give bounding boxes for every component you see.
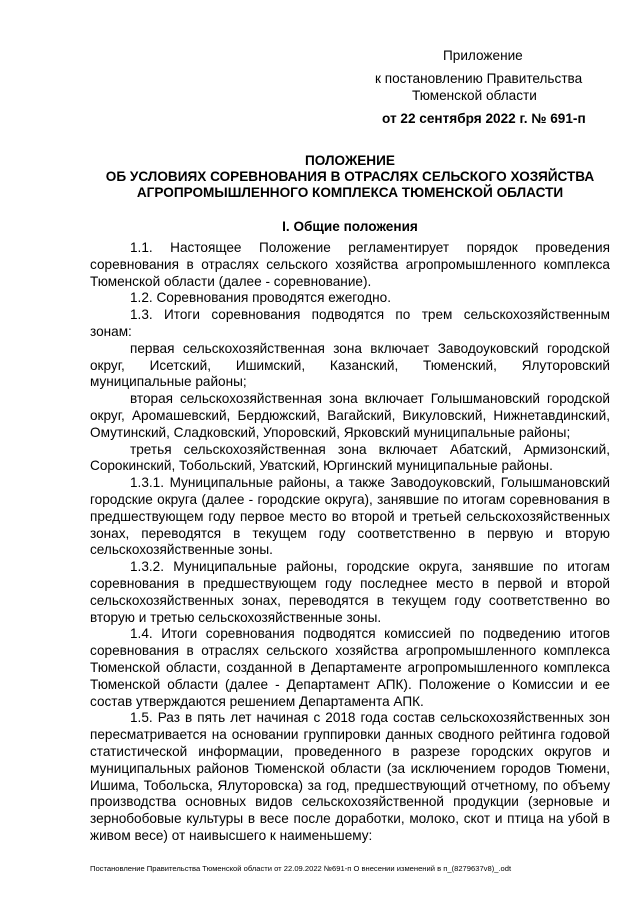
title-line-3: АГРОПРОМЫШЛЕННОГО КОМПЛЕКСА ТЮМЕНСКОЙ ОБЛАСТИ [136, 185, 564, 200]
paragraph-1-3-2: 1.3.2. Муниципальные районы, городские округа, занявшие по итогам соревнования в предшествующем году последнее место в первой и второй сельскохозяйственных зонах, переводятся в текущем году соответственно во вторую и третью сельскохозяйственные зоны. [90, 559, 610, 625]
paragraph-1-5: 1.5. Раз в пять лет начиная с 2018 года состав сельскохозяйственных зон пересматривается на основании группировки данных сводного рейтинга годовой статистической информации, проведенного в разрезе городских округов и муниципальных районов Тюменской области (за исключением городов Тюмени, Ишима, Тобольска, Ялуторовска) за год, предшествующий отчетному, по объему производства основных видов сельскохозяйственной продукции (зерновые и зернобобовые культуры в весе после доработки, молоко, скот и птица на убой в живом весе) от наивысшего к наименьшему: [90, 710, 610, 843]
appendix-label: Приложение [443, 48, 523, 63]
paragraph-1-2: 1.2. Соревнования проводятся ежегодно. [130, 290, 391, 306]
appendix-resolution: к постановлению Правительства [375, 71, 583, 86]
document-title [90, 153, 610, 201]
paragraph-1-4: 1.4. Итоги соревнования подводятся комиссией по подведению итогов соревнования в отраслях сельского хозяйства агропромышленного комплекса Тюменской области, созданной в Департаменте агропромышленного комплекса Тюменской области (далее - Департамент АПК). Положение о Комиссии и ее состав утверждаются решением Департамента АПК. [90, 626, 610, 709]
paragraph-1-1: 1.1. Настоящее Положение регламентирует порядок проведения соревнования в отраслях сельского хозяйства агропромышленного комплекса Тюменской области (далее - соревнование). [90, 240, 610, 289]
document-body [90, 240, 610, 845]
title-line-1: ПОЛОЖЕНИЕ [305, 153, 395, 168]
appendix-date-number: от 22 сентября 2022 г. № 691-п [382, 111, 586, 126]
title-line-2: ОБ УСЛОВИЯХ СОРЕВНОВАНИЯ В ОТРАСЛЯХ СЕЛЬСКОГО ХОЗЯЙСТВА [105, 169, 595, 184]
paragraph-1-3-1: 1.3.1. Муниципальные районы, а также Заводоуковский, Голышмановский городские округа (далее - городские округа), занявшие по итогам соревнования в предшествующем году первое место во второй и третьей сельскохозяйственных зонах, переводятся в текущем году соответственно в первую и вторую сельскохозяйственные зоны. [90, 475, 610, 558]
paragraph-zone-3: третья сельскохозяйственная зона включает Абатский, Армизонский, Сорокинский, Тобольский, Уватский, Юргинский муниципальные районы. [90, 441, 610, 474]
section-heading: I. Общие положения [282, 219, 418, 234]
paragraph-zone-1: первая сельскохозяйственная зона включает Заводоуковский городской округ, Исетский, Ишимский, Казанский, Тюменский, Ялуторовский муниципальные районы; [90, 340, 610, 390]
paragraph-1-3: 1.3. Итоги соревнования подводятся по трем сельскохозяйственным зонам: [90, 307, 610, 339]
footer-file-reference: Постановление Правительства Тюменской области от 22.09.2022 №691-п О внесении изменений в п_(8279637v8)_.odt [90, 864, 512, 873]
paragraph-zone-2: вторая сельскохозяйственная зона включает Голышмановский городской округ, Аромашевский, Бердюжский, Вагайский, Викуловский, Нижнетавдинский, Омутинский, Сладковский, Упоровский, Ярковский муниципальные районы; [90, 391, 610, 440]
appendix-region: Тюменской области [412, 88, 537, 103]
